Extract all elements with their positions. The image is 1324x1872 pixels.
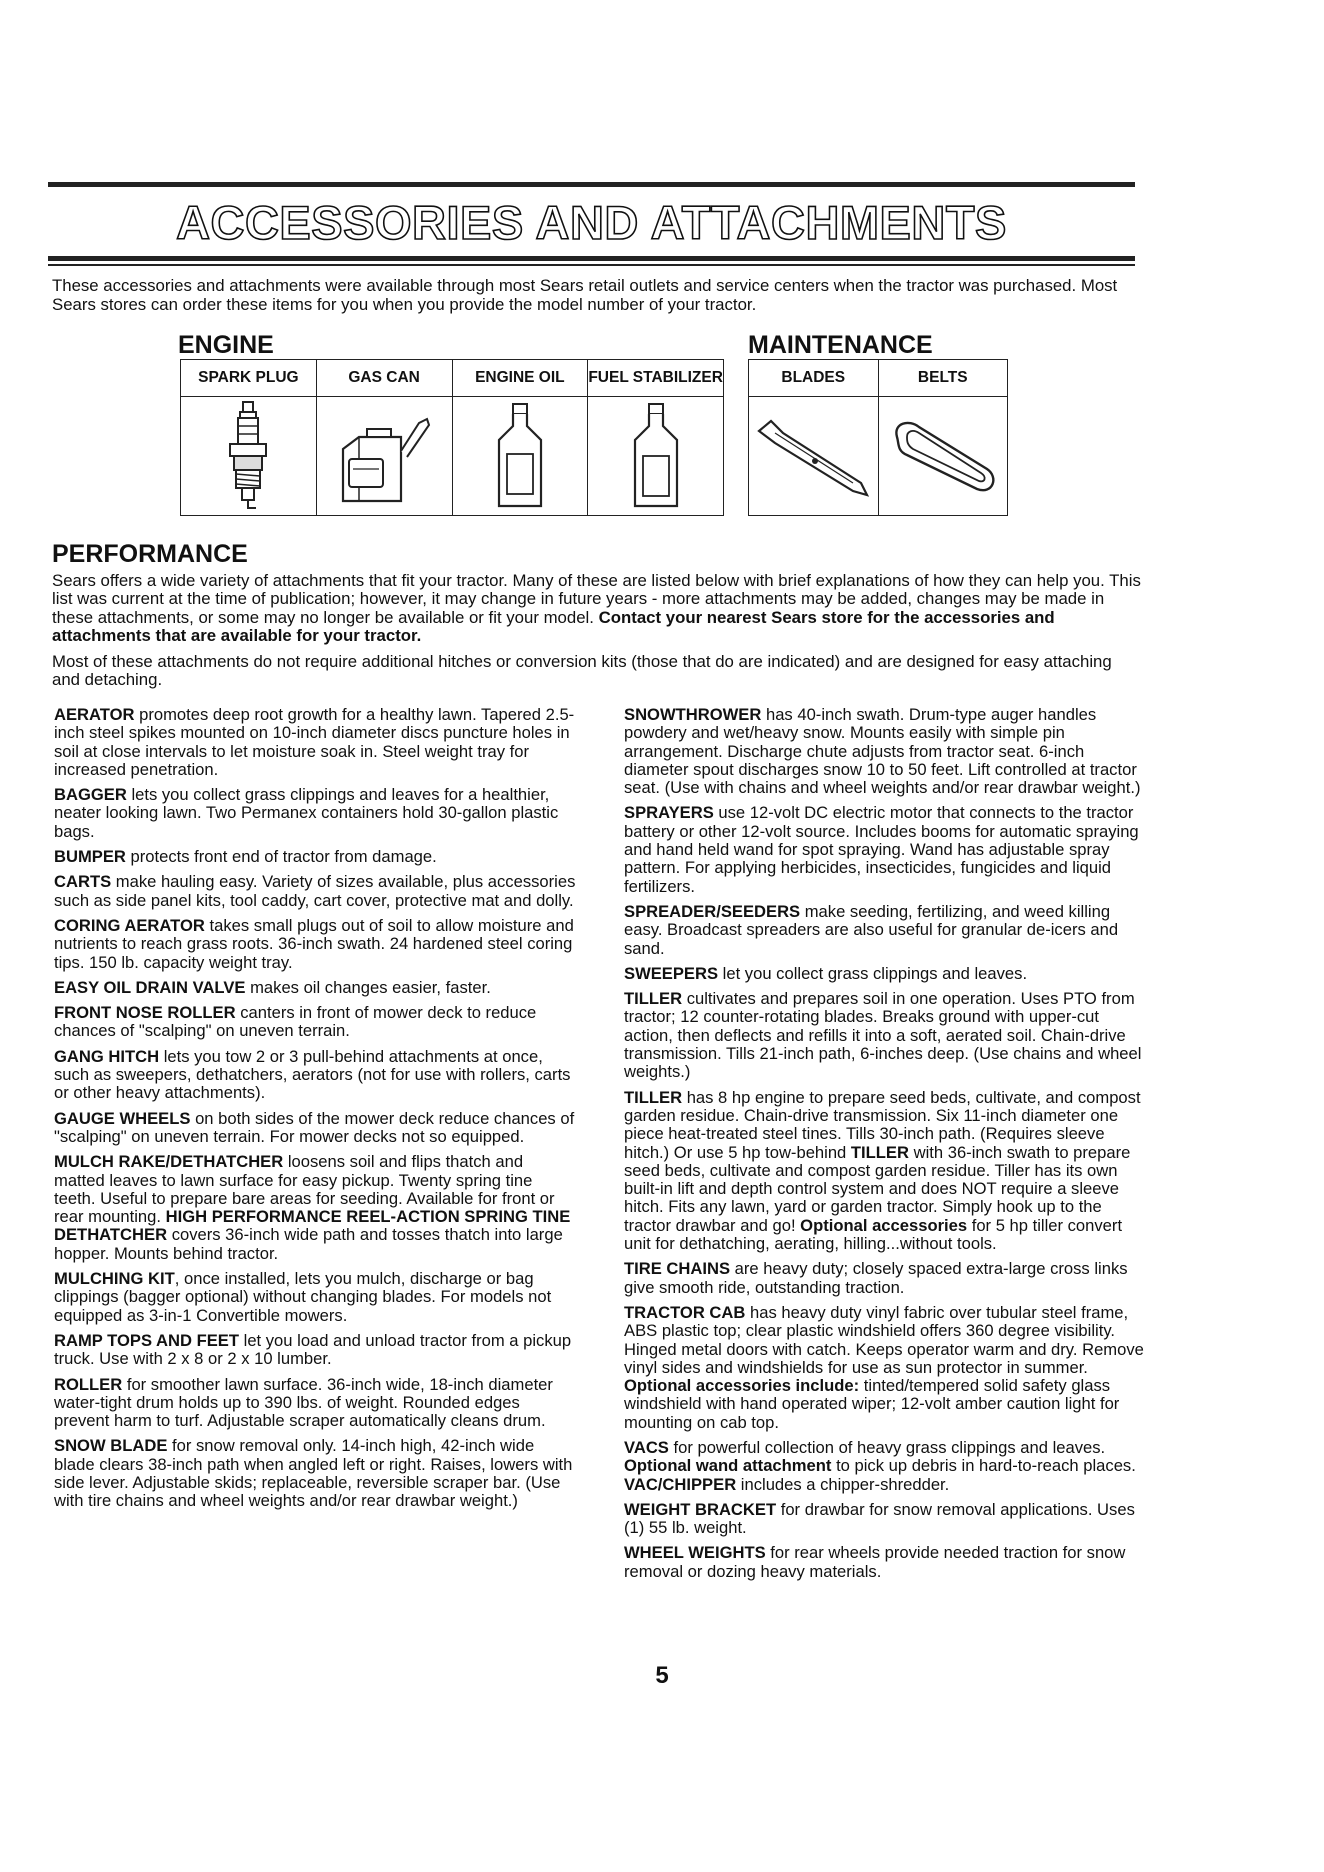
item-text: let you collect grass clippings and leaves. bbox=[718, 963, 1028, 983]
list-item bbox=[624, 965, 1148, 983]
spark-plug-icon bbox=[218, 400, 278, 512]
item-text: are heavy duty; closely spaced extra-large cross links give smooth ride, outstanding traction. bbox=[624, 1259, 1128, 1297]
performance-paragraph bbox=[52, 572, 1142, 646]
item-term: BUMPER bbox=[54, 847, 126, 867]
engine-oil-label: ENGINE OIL bbox=[452, 360, 588, 397]
list-item bbox=[54, 917, 578, 972]
engine-heading: ENGINE bbox=[178, 331, 274, 359]
item-text: makes oil changes easier, faster. bbox=[245, 977, 491, 997]
list-item bbox=[54, 786, 578, 841]
performance-contact-note: Contact your nearest Sears store for the accessories and attachments that are available for your tractor. bbox=[52, 607, 1055, 646]
item-term: SNOW BLADE bbox=[54, 1436, 168, 1456]
stabilizer-bottle-icon bbox=[621, 400, 691, 512]
item-text-3: for 5 hp tiller convert unit for dethatching, aerating, hilling...without tools. bbox=[624, 1215, 1123, 1254]
maintenance-table bbox=[748, 359, 1008, 516]
list-item bbox=[54, 1332, 578, 1369]
item-term: MULCHING KIT bbox=[54, 1269, 175, 1289]
item-term: WHEEL WEIGHTS bbox=[624, 1543, 766, 1563]
gas-can-icon bbox=[329, 401, 439, 511]
list-item bbox=[54, 1110, 578, 1147]
item-text: for smoother lawn surface. 36-inch wide, 18-inch diameter water-tight drum holds up to 390 lbs. of weight. Rounded edges prevent harm to turf. Adjustable scraper automatically cleans drum. bbox=[54, 1374, 553, 1431]
item-term: EASY OIL DRAIN VALVE bbox=[54, 977, 246, 997]
engine-table bbox=[180, 359, 724, 516]
item-term: RAMP TOPS AND FEET bbox=[54, 1330, 240, 1350]
item-text: for snow removal only. 14-inch high, 42-inch wide blade clears 38-inch path when angled left or right. Raises, lowers with side lever. Adjustable skids; replaceable, reversible scraper bar. (Use with tire chains and wheel weights and/or rear drawbar weight.) bbox=[54, 1436, 573, 1511]
item-text-2: tinted/tempered solid safety glass windshield with hand operated wiper; 12-volt amber caution light for mounting on cab top. bbox=[624, 1376, 1120, 1432]
item-text: promotes deep root growth for a healthy lawn. Tapered 2.5-inch steel spikes mounted on 10-inch diameter discs puncture holes in soil at close intervals to let moisture soak in. Steel weight tray for increased penetration. bbox=[54, 705, 575, 779]
title-rule-thick bbox=[48, 256, 1135, 261]
item-text: cultivates and prepares soil in one operation. Uses PTO from tractor; 12 counter-rotating blades. Breaks ground with upper-cut action, then deflects and refills it into a soft, aerated soil. Chain-drive transmission. Tills 21-inch path, 6-inches deep. (Use chains and wheel weights.) bbox=[624, 989, 1142, 1082]
item-text: on both sides of the mower deck reduce chances of "scalping" on uneven terrain. For mower decks not so equipped. bbox=[54, 1108, 575, 1146]
list-item bbox=[54, 1437, 578, 1510]
fuel-stabilizer-cell bbox=[588, 397, 724, 516]
blades-label: BLADES bbox=[749, 360, 879, 397]
item-term: VACS bbox=[624, 1437, 669, 1457]
item-text: make hauling easy. Variety of sizes available, plus accessories such as side panel kits, tool caddy, cart cover, protective mat and dolly. bbox=[54, 872, 576, 910]
item-text: loosens soil and flips thatch and matted leaves to lawn surface for easy pickup. Twenty spring tine teeth. Useful to prepare bare areas for seeding. Available for front or rear mounting. bbox=[54, 1152, 555, 1227]
blades-cell bbox=[749, 397, 879, 516]
item-text: takes small plugs out of soil to allow moisture and nutrients to reach grass roots. 36-inch swath. 24 hardened steel coring tips. 150 lb. capacity weight tray. bbox=[54, 915, 574, 972]
list-item bbox=[624, 1260, 1148, 1297]
item-text: make seeding, fertilizing, and weed killing easy. Broadcast spreaders are also useful for granular de-icers and sand. bbox=[624, 901, 1119, 958]
belt-icon bbox=[883, 411, 1003, 501]
list-item bbox=[624, 1544, 1148, 1581]
gas-can-cell bbox=[316, 397, 452, 516]
item-text: let you load and unload tractor from a pickup truck. Use with 2 x 8 or 2 x 10 lumber. bbox=[54, 1330, 572, 1369]
list-item bbox=[54, 706, 578, 779]
item-text: for powerful collection of heavy grass clippings and leaves. bbox=[668, 1437, 1106, 1457]
spark-plug-cell bbox=[181, 397, 317, 516]
item-term: CARTS bbox=[54, 872, 112, 892]
list-item bbox=[54, 1153, 578, 1263]
item-term: CORING AERATOR bbox=[54, 915, 205, 935]
list-item bbox=[54, 1004, 578, 1041]
item-text-2: covers 36-inch wide path and tosses thatch into large hopper. Mounts behind tractor. bbox=[54, 1225, 563, 1263]
item-term: AERATOR bbox=[54, 705, 135, 724]
item-term: GAUGE WHEELS bbox=[54, 1108, 191, 1128]
list-item bbox=[54, 1376, 578, 1431]
item-text: lets you collect grass clippings and leaves for a healthier, neater looking lawn. Two Permanex containers hold 30-gallon plastic bags. bbox=[54, 785, 559, 841]
item-term-2: TILLER bbox=[850, 1142, 909, 1162]
maintenance-heading: MAINTENANCE bbox=[748, 331, 933, 359]
item-term: TILLER bbox=[624, 1087, 683, 1107]
item-term: TILLER bbox=[624, 989, 683, 1009]
belts-cell bbox=[878, 397, 1008, 516]
list-item bbox=[624, 903, 1148, 958]
list-item bbox=[54, 979, 578, 997]
list-item bbox=[624, 1089, 1148, 1254]
item-term: SPREADER/SEEDERS bbox=[624, 901, 801, 921]
title-rule-thin bbox=[48, 264, 1135, 266]
list-item bbox=[624, 1439, 1148, 1494]
list-item bbox=[624, 706, 1148, 797]
spark-plug-label: SPARK PLUG bbox=[181, 360, 317, 397]
intro-text: These accessories and attachments were available through most Sears retail outlets and service centers when the tractor was purchased. Most Sears stores can order these items for you when you provide the model number of your tractor. bbox=[52, 276, 1118, 314]
list-item bbox=[54, 1048, 578, 1103]
list-item bbox=[54, 873, 578, 910]
item-term-3: VAC/CHIPPER bbox=[624, 1474, 737, 1494]
item-text: has 8 hp engine to prepare seed beds, cultivate, and compost garden residue. Chain-drive transmission. Six 11-inch diameter one piece heat-treated steel tines. Tills 30-inch path. (Requires sleeve hitch.) Or use 5 hp tow-behind bbox=[624, 1087, 1141, 1162]
performance-text: Sears offers a wide variety of attachments that fit your tractor. Many of these are listed below with brief explanations of how they can help you. This list was current at the time of publication; however, it may change in future years - more attachments may be added, changes may be made in these attachments, or some may no longer be available or fit your model. bbox=[52, 571, 1141, 627]
item-text: use 12-volt DC electric motor that connects to the tractor battery or other 12-volt source. Includes booms for automatic spraying and hand held wand for spot spraying. Wand has adjustable spray pattern. For applying herbicides, insecticides, fungicides and liquid fertilizers. bbox=[624, 803, 1139, 896]
belts-label: BELTS bbox=[878, 360, 1008, 397]
item-term: WEIGHT BRACKET bbox=[624, 1499, 777, 1519]
performance-heading: PERFORMANCE bbox=[52, 540, 248, 568]
list-item bbox=[624, 990, 1148, 1081]
page-title: ACCESSORIES AND ATTACHMENTS bbox=[176, 196, 1007, 249]
gas-can-label: GAS CAN bbox=[316, 360, 452, 397]
item-text-2: to pick up debris in hard-to-reach places. bbox=[831, 1456, 1136, 1476]
item-term-2: Optional accessories include: bbox=[624, 1376, 860, 1396]
item-term: TIRE CHAINS bbox=[624, 1259, 731, 1279]
item-term: ROLLER bbox=[54, 1374, 123, 1394]
item-term: GANG HITCH bbox=[54, 1046, 160, 1066]
item-term: BAGGER bbox=[54, 785, 127, 805]
fuel-stabilizer-label: FUEL STABILIZER bbox=[588, 360, 724, 397]
blade-icon bbox=[753, 411, 873, 501]
item-term-3: Optional accessories bbox=[800, 1215, 968, 1235]
item-text: protects front end of tractor from damage. bbox=[125, 847, 437, 867]
item-text: for drawbar for snow removal applications. Uses (1) 55 lb. weight. bbox=[624, 1499, 1135, 1538]
list-item bbox=[624, 1501, 1148, 1538]
item-term: SWEEPERS bbox=[624, 963, 719, 983]
list-item bbox=[54, 1270, 578, 1325]
page-number: 5 bbox=[655, 1662, 669, 1689]
item-text: lets you tow 2 or 3 pull-behind attachments at once, such as sweepers, dethatchers, aerators (not for use with rollers, carts or other heavy attachments). bbox=[54, 1046, 571, 1103]
item-text-2: with 36-inch swath to prepare seed beds, cultivate and compost garden residue. Tiller has its own built-in lift and depth control system and does NOT require a sleeve hitch. Fits any lawn, yard or garden tractor. Simply hook up to the tractor drawbar and go! bbox=[624, 1142, 1131, 1235]
item-text-3: includes a chipper-shredder. bbox=[736, 1474, 950, 1494]
item-text: for rear wheels provide needed traction for snow removal or dozing heavy materials. bbox=[624, 1543, 1126, 1581]
top-rule-thick bbox=[48, 182, 1135, 187]
item-term-2: HIGH PERFORMANCE REEL-ACTION SPRING TINE DETHATCHER bbox=[54, 1207, 571, 1245]
performance-paragraph-2: Most of these attachments do not require additional hitches or conversion kits (those that do are indicated) and are designed for easy attaching and detaching. bbox=[52, 652, 1112, 690]
item-term: MULCH RAKE/DETHATCHER bbox=[54, 1152, 284, 1172]
engine-oil-cell bbox=[452, 397, 588, 516]
item-term: FRONT NOSE ROLLER bbox=[54, 1003, 236, 1023]
list-item bbox=[54, 848, 578, 866]
item-text: has 40-inch swath. Drum-type auger handles powdery and wet/heavy snow. Mounts easily with simple pin arrangement. Discharge chute adjusts from tractor seat. 6-inch diameter spout discharges snow 10 to 50 feet. Lift controlled at tractor seat. (Use with chains and wheel weights and/or rear drawbar weight.) bbox=[624, 705, 1141, 798]
left-column bbox=[54, 706, 578, 1518]
list-item bbox=[624, 804, 1148, 895]
oil-bottle-icon bbox=[485, 400, 555, 512]
item-text: canters in front of mower deck to reduce chances of "scalping" on uneven terrain. bbox=[54, 1003, 537, 1041]
item-text: , once installed, lets you mulch, discharge or bag clippings (bagger optional) without changing blades. For models not equipped as 3-in-1 Convertible mowers. bbox=[54, 1269, 552, 1325]
list-item bbox=[624, 1304, 1148, 1432]
right-column bbox=[624, 706, 1148, 1588]
item-text: has heavy duty vinyl fabric over tubular steel frame, ABS plastic top; clear plastic windshield offers 360 degree visibility. Hinged metal doors with catch. Keeps operator warm and dry. Remove vinyl sides and windshields for use as sun protector in summer. bbox=[624, 1302, 1144, 1377]
item-term: SPRAYERS bbox=[624, 803, 714, 823]
item-term: SNOWTHROWER bbox=[624, 705, 762, 724]
item-term-2: Optional wand attachment bbox=[624, 1456, 832, 1476]
item-term: TRACTOR CAB bbox=[624, 1302, 746, 1322]
